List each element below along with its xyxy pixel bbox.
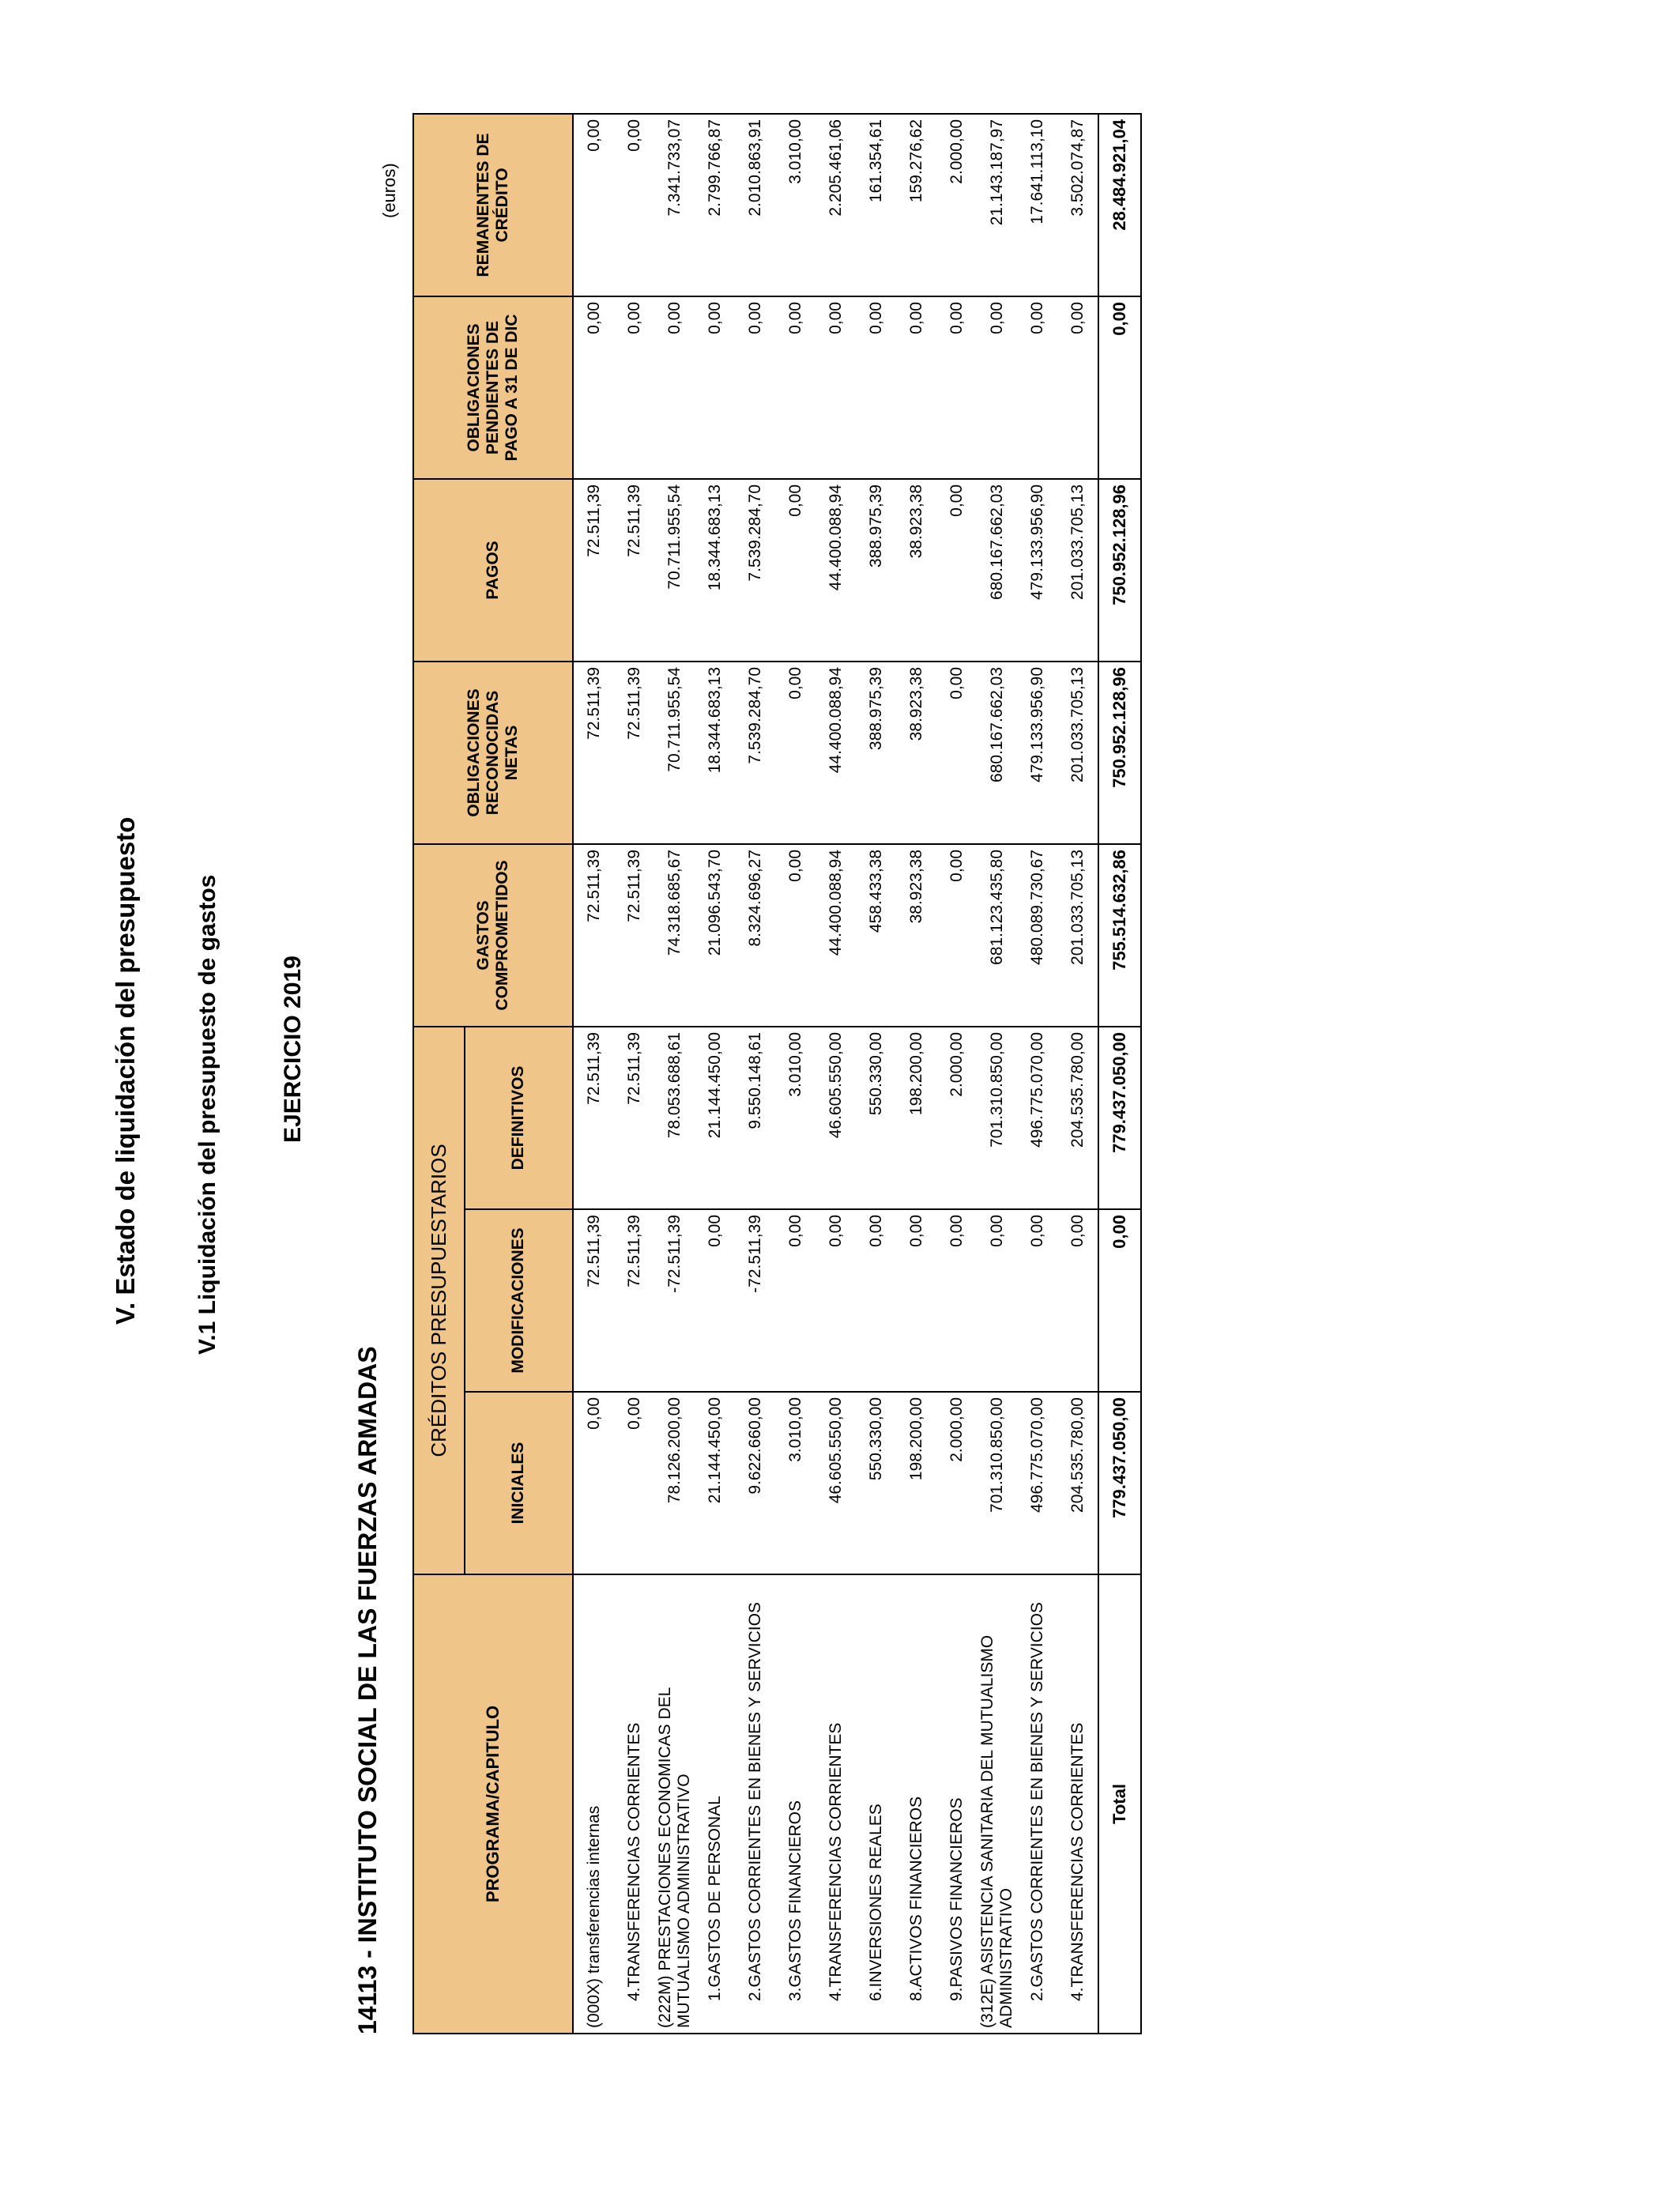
table-row <box>896 114 936 2034</box>
header-pagos: PAGOS <box>413 479 573 662</box>
cell-pagos: 750.952.128,96 <box>1098 479 1141 662</box>
cell-iniciales: 46.605.550,00 <box>816 1392 856 1574</box>
cell-iniciales: 779.437.050,00 <box>1098 1392 1141 1574</box>
cell-definitivos: 550.330,00 <box>856 1027 896 1209</box>
cell-modificaciones: -72.511,39 <box>735 1209 775 1392</box>
entity-title: 14113 - INSTITUTO SOCIAL DE LAS FUERZAS ARMADAS <box>353 1346 382 2034</box>
header-programa: PROGRAMA/CAPITULO <box>413 1574 573 2034</box>
cell-definitivos: 72.511,39 <box>573 1027 614 1209</box>
cell-pendientes: 0,00 <box>573 296 614 479</box>
table-row <box>614 114 654 2034</box>
cell-remanentes: 7.341.733,07 <box>654 114 695 296</box>
sub-title: V.1 Liquidación del presupuesto de gastos <box>194 874 220 1355</box>
header-gastos-comprometidos: GASTOS COMPROMETIDOS <box>413 844 573 1027</box>
row-label: 6.INVERSIONES REALES <box>856 1574 896 2034</box>
cell-gastos: 8.324.696,27 <box>735 844 775 1027</box>
header-remanentes: REMANENTES DE CRÉDITO <box>413 114 573 296</box>
cell-pendientes: 0,00 <box>1098 296 1141 479</box>
main-title: V. Estado de liquidación del presupuesto <box>111 816 140 1325</box>
table-row <box>856 114 896 2034</box>
cell-obligaciones: 7.539.284,70 <box>735 662 775 844</box>
cell-modificaciones: 0,00 <box>1017 1209 1057 1392</box>
header-obligaciones-reconocidas: OBLIGACIONES RECONOCIDAS NETAS <box>413 662 573 844</box>
cell-pagos: 70.711.955,54 <box>654 479 695 662</box>
cell-gastos: 72.511,39 <box>573 844 614 1027</box>
cell-modificaciones: 0,00 <box>856 1209 896 1392</box>
cell-gastos: 0,00 <box>775 844 816 1027</box>
cell-pagos: 680.167.662,03 <box>977 479 1017 662</box>
cell-definitivos: 78.053.688,61 <box>654 1027 695 1209</box>
cell-modificaciones: 0,00 <box>695 1209 735 1392</box>
cell-modificaciones: 72.511,39 <box>573 1209 614 1392</box>
cell-obligaciones: 72.511,39 <box>573 662 614 844</box>
row-label: (312E) ASISTENCIA SANITARIA DEL MUTUALISMO ADMINISTRATIVO <box>977 1574 1017 2034</box>
cell-pendientes: 0,00 <box>695 296 735 479</box>
cell-pagos: 38.923,38 <box>896 479 936 662</box>
row-label: Total <box>1098 1574 1141 2034</box>
cell-obligaciones: 201.033.705,13 <box>1057 662 1098 844</box>
cell-remanentes: 2.205.461,06 <box>816 114 856 296</box>
cell-remanentes: 2.000,00 <box>936 114 977 296</box>
row-label: 2.GASTOS CORRIENTES EN BIENES Y SERVICIOS <box>735 1574 775 2034</box>
header-definitivos: DEFINITIVOS <box>465 1027 573 1209</box>
cell-iniciales: 78.126.200,00 <box>654 1392 695 1574</box>
cell-remanentes: 0,00 <box>573 114 614 296</box>
cell-pagos: 0,00 <box>775 479 816 662</box>
cell-definitivos: 496.775.070,00 <box>1017 1027 1057 1209</box>
cell-gastos: 72.511,39 <box>614 844 654 1027</box>
cell-remanentes: 28.484.921,04 <box>1098 114 1141 296</box>
cell-modificaciones: 72.511,39 <box>614 1209 654 1392</box>
cell-remanentes: 3.502.074,87 <box>1057 114 1098 296</box>
header-creditos-presupuestarios: CRÉDITOS PRESUPUESTARIOS <box>413 1027 465 1574</box>
cell-pagos: 0,00 <box>936 479 977 662</box>
cell-obligaciones: 44.400.088,94 <box>816 662 856 844</box>
cell-remanentes: 161.354,61 <box>856 114 896 296</box>
cell-iniciales: 3.010,00 <box>775 1392 816 1574</box>
exercise-title: EJERCICIO 2019 <box>280 956 306 1143</box>
cell-iniciales: 0,00 <box>573 1392 614 1574</box>
cell-pendientes: 0,00 <box>654 296 695 479</box>
cell-modificaciones: 0,00 <box>977 1209 1017 1392</box>
row-label: 8.ACTIVOS FINANCIEROS <box>896 1574 936 2034</box>
cell-remanentes: 2.799.766,87 <box>695 114 735 296</box>
row-label: 9.PASIVOS FINANCIEROS <box>936 1574 977 2034</box>
cell-modificaciones: 0,00 <box>1098 1209 1141 1392</box>
cell-gastos: 480.089.730,67 <box>1017 844 1057 1027</box>
cell-modificaciones: 0,00 <box>896 1209 936 1392</box>
cell-pendientes: 0,00 <box>775 296 816 479</box>
cell-modificaciones: 0,00 <box>1057 1209 1098 1392</box>
cell-obligaciones: 0,00 <box>936 662 977 844</box>
header-iniciales: INICIALES <box>465 1392 573 1574</box>
table-row <box>816 114 856 2034</box>
cell-iniciales: 0,00 <box>614 1392 654 1574</box>
cell-modificaciones: 0,00 <box>775 1209 816 1392</box>
table-row <box>775 114 816 2034</box>
cell-remanentes: 21.143.187,97 <box>977 114 1017 296</box>
cell-obligaciones: 72.511,39 <box>614 662 654 844</box>
table-row <box>1057 114 1098 2034</box>
header-modificaciones: MODIFICACIONES <box>465 1209 573 1392</box>
cell-iniciales: 496.775.070,00 <box>1017 1392 1057 1574</box>
cell-obligaciones: 750.952.128,96 <box>1098 662 1141 844</box>
cell-iniciales: 204.535.780,00 <box>1057 1392 1098 1574</box>
cell-obligaciones: 388.975,39 <box>856 662 896 844</box>
total-row <box>1098 114 1141 2034</box>
cell-remanentes: 2.010.863,91 <box>735 114 775 296</box>
table-row <box>735 114 775 2034</box>
cell-definitivos: 3.010,00 <box>775 1027 816 1209</box>
cell-gastos: 21.096.543,70 <box>695 844 735 1027</box>
cell-gastos: 38.923,38 <box>896 844 936 1027</box>
cell-modificaciones: 0,00 <box>816 1209 856 1392</box>
cell-definitivos: 204.535.780,00 <box>1057 1027 1098 1209</box>
cell-gastos: 201.033.705,13 <box>1057 844 1098 1027</box>
cell-gastos: 0,00 <box>936 844 977 1027</box>
cell-definitivos: 9.550.148,61 <box>735 1027 775 1209</box>
cell-obligaciones: 38.923,38 <box>896 662 936 844</box>
row-label: 1.GASTOS DE PERSONAL <box>695 1574 735 2034</box>
cell-iniciales: 550.330,00 <box>856 1392 896 1574</box>
cell-modificaciones: -72.511,39 <box>654 1209 695 1392</box>
row-label: 2.GASTOS CORRIENTES EN BIENES Y SERVICIOS <box>1017 1574 1057 2034</box>
cell-pagos: 44.400.088,94 <box>816 479 856 662</box>
table-row <box>654 114 695 2034</box>
table-body <box>573 114 1141 2034</box>
cell-modificaciones: 0,00 <box>936 1209 977 1392</box>
row-label: 3.GASTOS FINANCIEROS <box>775 1574 816 2034</box>
cell-gastos: 74.318.685,67 <box>654 844 695 1027</box>
cell-obligaciones: 680.167.662,03 <box>977 662 1017 844</box>
cell-definitivos: 779.437.050,00 <box>1098 1027 1141 1209</box>
cell-pagos: 201.033.705,13 <box>1057 479 1098 662</box>
table-row <box>573 114 614 2034</box>
row-label: 4.TRANSFERENCIAS CORRIENTES <box>1057 1574 1098 2034</box>
row-label: 4.TRANSFERENCIAS CORRIENTES <box>614 1574 654 2034</box>
row-label: 4.TRANSFERENCIAS CORRIENTES <box>816 1574 856 2034</box>
cell-definitivos: 2.000,00 <box>936 1027 977 1209</box>
cell-gastos: 458.433,38 <box>856 844 896 1027</box>
cell-obligaciones: 18.344.683,13 <box>695 662 735 844</box>
table-row <box>977 114 1017 2034</box>
cell-iniciales: 2.000,00 <box>936 1392 977 1574</box>
row-label: (222M) PRESTACIONES ECONOMICAS DEL MUTUALISMO ADMINISTRATIVO <box>654 1574 695 2034</box>
budget-table <box>412 113 1142 2034</box>
cell-obligaciones: 70.711.955,54 <box>654 662 695 844</box>
cell-remanentes: 17.641.113,10 <box>1017 114 1057 296</box>
cell-pendientes: 0,00 <box>816 296 856 479</box>
cell-pagos: 18.344.683,13 <box>695 479 735 662</box>
cell-pendientes: 0,00 <box>936 296 977 479</box>
cell-iniciales: 701.310.850,00 <box>977 1392 1017 1574</box>
cell-pagos: 479.133.956,90 <box>1017 479 1057 662</box>
cell-remanentes: 159.276,62 <box>896 114 936 296</box>
cell-pendientes: 0,00 <box>896 296 936 479</box>
cell-obligaciones: 479.133.956,90 <box>1017 662 1057 844</box>
cell-pagos: 72.511,39 <box>614 479 654 662</box>
cell-pendientes: 0,00 <box>735 296 775 479</box>
cell-gastos: 755.514.632,86 <box>1098 844 1141 1027</box>
cell-iniciales: 9.622.660,00 <box>735 1392 775 1574</box>
cell-pendientes: 0,00 <box>1017 296 1057 479</box>
units-label: (euros) <box>379 163 399 218</box>
cell-definitivos: 72.511,39 <box>614 1027 654 1209</box>
cell-pendientes: 0,00 <box>614 296 654 479</box>
cell-definitivos: 701.310.850,00 <box>977 1027 1017 1209</box>
header-obligaciones-pendientes: OBLIGACIONES PENDIENTES DE PAGO A 31 DE DIC <box>413 296 573 479</box>
cell-obligaciones: 0,00 <box>775 662 816 844</box>
cell-gastos: 44.400.088,94 <box>816 844 856 1027</box>
cell-iniciales: 198.200,00 <box>896 1392 936 1574</box>
cell-definitivos: 21.144.450,00 <box>695 1027 735 1209</box>
cell-pagos: 7.539.284,70 <box>735 479 775 662</box>
cell-definitivos: 198.200,00 <box>896 1027 936 1209</box>
cell-iniciales: 21.144.450,00 <box>695 1392 735 1574</box>
row-label: (000X) transferencias internas <box>573 1574 614 2034</box>
cell-remanentes: 3.010,00 <box>775 114 816 296</box>
cell-definitivos: 46.605.550,00 <box>816 1027 856 1209</box>
table-row <box>936 114 977 2034</box>
cell-pagos: 388.975,39 <box>856 479 896 662</box>
cell-remanentes: 0,00 <box>614 114 654 296</box>
cell-pendientes: 0,00 <box>977 296 1017 479</box>
cell-gastos: 681.123.435,80 <box>977 844 1017 1027</box>
cell-pendientes: 0,00 <box>1057 296 1098 479</box>
table-row <box>695 114 735 2034</box>
cell-pendientes: 0,00 <box>856 296 896 479</box>
table-row <box>1017 114 1057 2034</box>
cell-pagos: 72.511,39 <box>573 479 614 662</box>
